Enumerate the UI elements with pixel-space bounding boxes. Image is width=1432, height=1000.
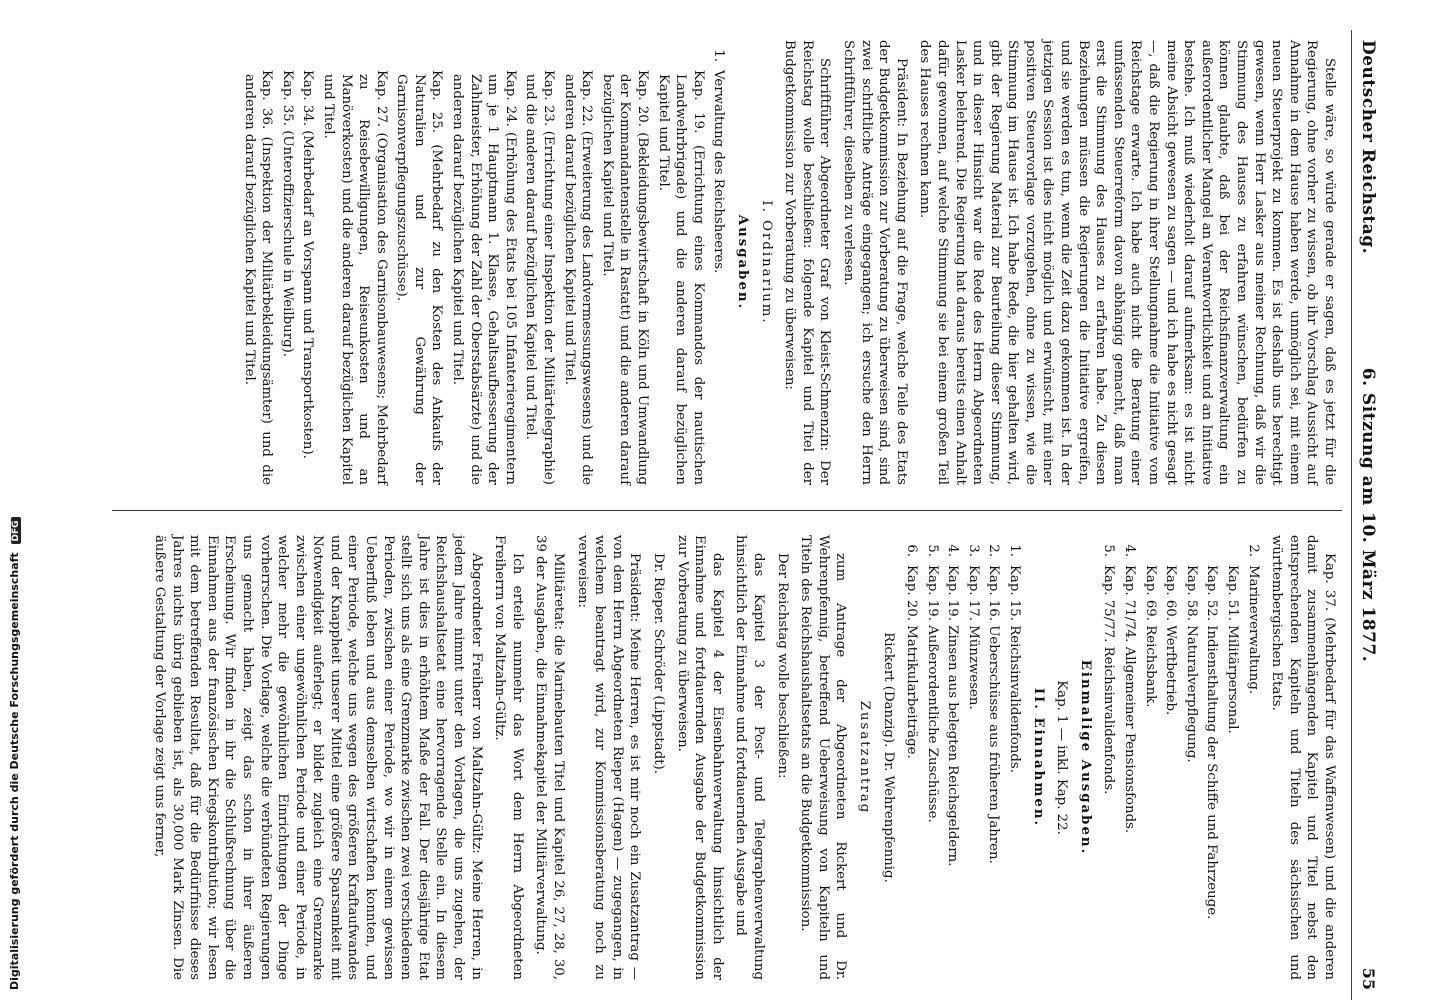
item-number: 4. [1122, 544, 1138, 557]
right-column [144, 535, 1338, 980]
range-line: Kap. 1 — inkl. Kap. 22. [1054, 680, 1070, 835]
paragraph: zum Antrage der Abgeordneten Rickert und Dr. Wehrenpfennig, betreffend Ueberweisung von Kapiteln und Titeln des Reichshaushaltsetats an die Budgetkommission. [798, 535, 849, 980]
list-item [1006, 535, 1024, 980]
left-column [234, 40, 1338, 485]
item-text: Kap. 34. (Mehrbedarf an Vorspann und Transportkosten). [300, 70, 316, 459]
list-item [449, 40, 519, 485]
item-text: Kap. 58. Naturalverpflegung. [1183, 565, 1199, 763]
item-text: Kap. 52. Indiensthaltung der Schiffe und Fahrzeuge. [1204, 565, 1220, 920]
item-text: Kap. 16. Ueberschüsse aus früheren Jahren. [986, 565, 1002, 864]
item-text: Kap. 25. (Mehrbedarf zu den Kosten des Ankaufs der Naturalien und zur Gewährung der Garnisonverpflegungszuschüsse). [394, 70, 445, 485]
page-number: 55 [1359, 967, 1378, 990]
list-item [1203, 535, 1221, 980]
item-text: Kap. 60. Werftbetrieb. [1163, 565, 1179, 716]
list-item [1141, 535, 1159, 980]
list-item [923, 535, 941, 980]
item-number: 3. [965, 544, 981, 557]
list-item [1223, 535, 1241, 980]
item-text: Verwaltung des Reichsheeres. [711, 70, 727, 274]
item-text: Kap. 20. Matrikularbeiträge. [904, 565, 920, 759]
item-text: Kap. 75/77. Reichsinvalidenfonds. [1101, 565, 1117, 795]
item-text: Kap. 17. Münzwesen. [965, 565, 981, 710]
list-item [903, 535, 921, 980]
income-items-list [903, 535, 1024, 980]
item-number: 5. [924, 544, 940, 557]
list-item [964, 535, 982, 980]
item-number: 2. [986, 544, 1002, 557]
item-text: Kap. 19. Zinsen aus belegten Reichsgeldern. [945, 565, 961, 867]
list-item [1162, 535, 1180, 980]
item-text: Kap. 22. (Erweiterung des Landvermessungswesens) und die anderen darauf bezüglichen Kapitel und Titel. [561, 70, 595, 485]
items-list [1100, 535, 1262, 980]
list-item [240, 40, 275, 485]
paragraph: Der Reichstag wolle beschließen: [774, 553, 790, 779]
item-text: Kap. 35. (Unteroffizierschule in Weilburg). [279, 70, 295, 358]
item-number: 1. [1007, 544, 1023, 557]
document-page [92, 30, 1392, 1000]
list-item [654, 40, 707, 485]
list-item [393, 40, 446, 485]
paragraph: Abgeordneter Freiherr von Maltzahn-Gültz: Meine Herren, in jedem Jahre nimmt unter den Vorlagen, die uns zugehen, der Reichshaushaltsetat eine hervorragende Stelle ein. In diesem Jahre ist dies in erhöhtem Maße der Fall. Der diesjährige Etat stellt sich uns als eine Grenzmarke zwischen zwei verschiedenen Perioden, zwischen einer Periode, wo wir in einem gewissen Ueberfluß leben und aus demselben wirtschaften konnten, und einer Periode, welche uns wegen des größeren Kraftaufwandes und der Knappheit unserer Mittel eine größere Sparsamkeit mit Notwendigkeit auferlegt; er bildet zugleich eine Grenzmarke zwischen einer ungewöhnlichen Periode und einer Periode, in welcher mehr die gewöhnlichen Einrichtungen der Dinge vorherrschen. Die Vorlage, welche die verbündeten Regierungen uns gemacht haben, zeigt das schon in ihrer äußeren Erscheinung. Wir finden in ihr die Schlußrechnung über die Einnahmen aus der französischen Kriegskontribution; wir lesen mit dem betreffenden Resultat, daß für die Bedürfnisse dieses Jahres nichts übrig geblieben ist, als 30,000 Mark Zinsen. Die äußere Gestaltung der Vorlage zeigt uns ferner, [151, 535, 484, 980]
item-text: Kap. 24. (Erhöhung des Etats bei 105 Infanterieregimentern um je 1 Hauptmann 1. Klasse, Gehaltsaufbesserung der Zahlmeister, Erhöhung der Zahl der Oberstabsärzte) und die anderen darauf bezüglichen Kapitel und Titel. [450, 70, 518, 485]
sub-heading: Ausgaben. [735, 214, 750, 311]
column-divider [112, 510, 1342, 511]
item-text: Kap. 69. Reichsbank. [1142, 565, 1158, 708]
list-item [299, 40, 317, 485]
item-text: Kap. 51. Militärpersonal. [1225, 565, 1241, 734]
list-item [598, 40, 651, 485]
item-number: 1. [711, 49, 727, 62]
list-item [522, 40, 557, 485]
list-item [1100, 535, 1118, 980]
list-item [1182, 535, 1200, 980]
page-header [1351, 30, 1392, 1000]
list-item [278, 40, 296, 485]
paragraph: Kap. 37. (Mehrbedarf für das Waffenwesen) und die anderen damit zusammenhängenden Kapitel und Titel nebst den entsprechenden Kapiteln und Titeln des sächsischen und württembergischen Etats. [1269, 535, 1337, 980]
paragraph: Präsident: In Beziehung auf die Frage, welche Teile des Etats der Budgetkommission zur Vorberatung zu überweisen sind, sind zwei schriftliche Anträge eingegangen; ich ersuche den Herrn Schriftführer, dieselben zu verlesen. [840, 40, 909, 485]
item-text: Kap. 23. (Errichtung einer Inspektion der Militärtelegraphie) und die anderen darauf bezüglichen Kapitel und Titel. [523, 70, 557, 485]
list-item [1120, 535, 1138, 980]
paragraph: Dr. Rieper. Schröder (Lippstadt). [651, 553, 666, 774]
item-text: Kap. 27. (Organisation des Garnisonbauwesens; Mehrbedarf zu Reisebewilligungen, Reiseunkosten und an Manöverkosten) und die anderen darauf bezüglichen Kapitel und Titel. [320, 70, 389, 485]
item-text: Kap. 19. Außerordentliche Zuschüsse. [924, 565, 940, 823]
item-text: Kap. 15. Reichsinvalidenfonds. [1007, 565, 1023, 773]
item-text: Kap. 36. (Inspektion der Militärbekleidungsämter) und die anderen darauf bezüglichen Kapitel und Titel. [241, 70, 275, 485]
section-heading: Zusatzantrag [856, 700, 872, 815]
expense-items-list [240, 40, 727, 485]
item-number: 6. [904, 544, 920, 557]
digitization-credit [8, 517, 21, 990]
item-text: Marineverwaltung. [1245, 565, 1261, 695]
paragraph: Militäretat: die Marinebauten Titel und Kapitel 26, 27, 28, 30, 39 der Ausgaben, die Einnahmekapitel der Militärverwaltung. [533, 535, 567, 980]
section-heading: II. Einnahmen. [1030, 687, 1046, 828]
paragraph: Ich erteile nunmehr das Wort dem Herrn Abgeordneten Freiherrn von Maltzahn-Gültz. [492, 535, 525, 980]
list-item [944, 535, 962, 980]
item-text: Kap. 20. (Bekleidungsbewirtschaft in Köln und Umwandlung der Kommandantenstelle in Rastatt) und die anderen darauf bezüglichen Kapitel und Titel. [599, 70, 651, 485]
paragraph: Stelle wäre, so würde gerade er sagen, daß es jetzt für die Regierung, ohne vorher zu wissen, ob ihr Vorschlag Aussicht auf Annahme in dem Hause haben werde, unmöglich sei, mit einem neuen Steuerprojekt zu kommen. Es ist deshalb uns berechtigt gewesen, wenn Herr Lasker aus meiner Rechnung, daß wir die Stimmung des Hauses zu erfahren wünschen, bedürfen zu können glaubte, daß bei der Reichsfinanzverwaltung ein außerordentlicher Mangel an Verantwortlichkeit und an Initiative bestehe. Ich muß wiederholt darauf aufmerksam: es ist nicht meine Absicht gewesen zu sagen — und ich habe es nicht gesagt —, daß die Regierung in ihrer Stellungnahme die Initiative vom Reichstage erwarte. Ich habe auch nicht die Beratung einer umfassenden Steuerreform davon abhängig gemacht, daß man erst die Stimmung des Hauses zu erfahren habe. Zu diesen Beziehungen müssen die Regierungen die Initiative ergreifen, und sie werden es tun, wenn die Zeit dazu gekommen ist. In der jetzigen Session ist dies nicht möglich und erwünscht, mit einer positiven Steuervorlage vorzugehen, ohne zu wissen, wie die Stimmung im Hause ist. Ich habe Rede, die hier gehalten wird, gibt der Regierung Material zur Beurteilung dieser Stimmung, und in dieser Hinsicht war die Rede des Herrn Abgeordneten Lasker belehrend. Die Regierung hat daraus bereits einen Anhalt dafür gewonnen, auf welche Stimmung sie bei einem großen Teil des Hauses rechnen kann. [917, 40, 1337, 485]
item-text: Kap. 71/74. Allgemeiner Pensionsfonds. [1122, 565, 1138, 834]
paragraph: das Kapitel 3 der Post- und Telegraphenverwaltung hinsichtlich der Einnahme und fortdauernden Ausgabe und [733, 535, 766, 980]
item-number: 2. [1245, 544, 1261, 557]
list-item [560, 40, 595, 485]
section-heading: I. Ordinarium. [758, 200, 774, 325]
list-item [319, 40, 389, 485]
right-paragraphs [150, 535, 849, 980]
paragraph: Präsident: Meine Herren, es ist mir noch ein Zusatzantrag — von dem Herrn Abgeordneten Rieper (Hagen) — zugegangen, in welchem beantragt wird, zur Kommissionsberatung noch zu verweisen: [574, 535, 643, 980]
paragraph: Schriftführer Abgeordneter Graf von Kleist-Schmenzin: Der Reichstag wolle beschließen: folgende Kapitel und Titel der Budgetkommission zur Vorberatung zu überweisen: [782, 40, 833, 485]
header-session: 6. Sitzung am 10. März 1877. [1358, 367, 1378, 663]
item-number: 5. [1101, 544, 1117, 557]
list-item [1244, 535, 1262, 980]
dfg-logo: DFG [11, 517, 21, 544]
signers: Rickert (Danzig). Dr. Wehrenpfennig. [880, 632, 896, 883]
credit-text: Digitalisierung gefördert durch die Deutsche Forschungsgemeinschaft [8, 552, 21, 990]
item-text: Kap. 19. (Errichtung eines Kommandos der nautischen Landwehrbrigade) und die anderen darauf bezüglichen Kapitel und Titel. [655, 70, 706, 485]
header-title: Deutscher Reichstag. [1358, 40, 1378, 255]
item-number: 4. [945, 544, 961, 557]
section-heading: Einmalige Ausgaben. [1077, 659, 1093, 856]
paragraph: das Kapitel 4 der Eisenbahnverwaltung hinsichtlich der Einnahme und fortdauernden Ausgabe der Budgetkommission zur Vorberatung zu überweisen. [674, 535, 725, 980]
list-item [985, 535, 1003, 980]
list-item [710, 40, 728, 485]
